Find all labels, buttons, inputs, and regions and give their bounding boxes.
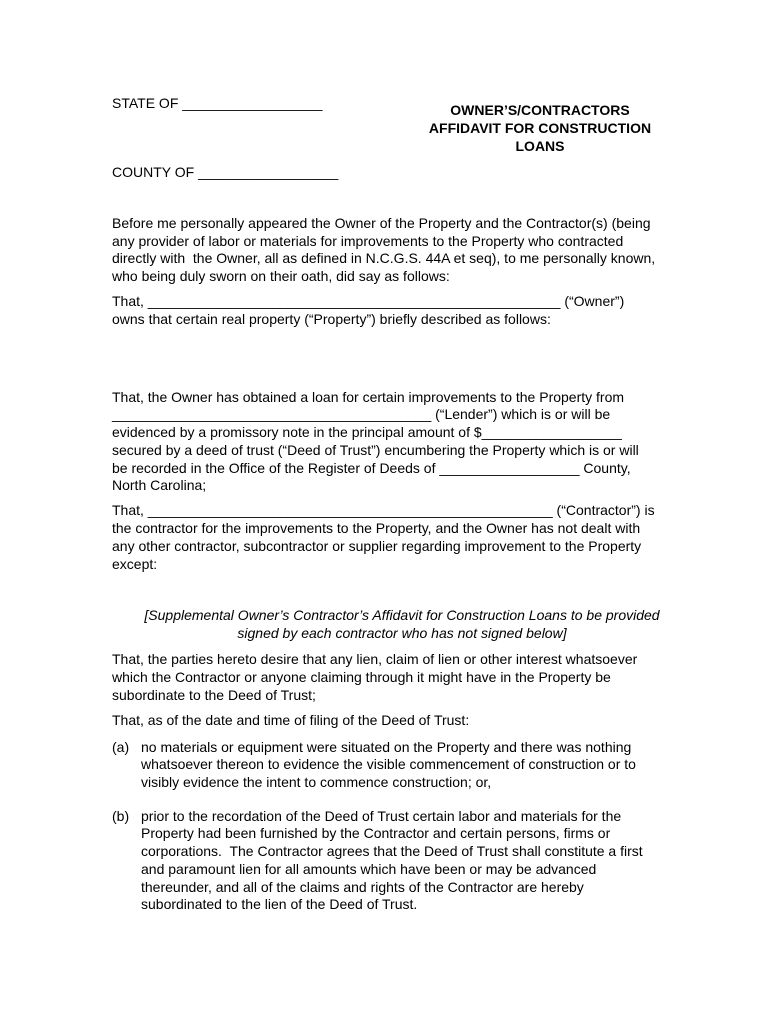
para3-line: secured by a deed of trust (“Deed of Trust”) encumbering the Property which is or will bbox=[112, 442, 639, 458]
item-a-line: visibly evidence the intent to commence construction; or, bbox=[141, 774, 492, 790]
para4-line: That, ____________________________________________________ (“Contractor”) is bbox=[112, 502, 655, 518]
item-a-line: whatsoever thereon to evidence the visible commencement of construction or to bbox=[141, 756, 636, 772]
para3-line: North Carolina; bbox=[112, 477, 207, 493]
para3-line: be recorded in the Office of the Register of Deeds of __________________ County, bbox=[112, 460, 631, 476]
item-b-marker: (b) bbox=[112, 808, 130, 824]
supplemental-note-line: [Supplemental Owner’s Contractor’s Affidavit for Construction Loans to be provided bbox=[144, 607, 660, 623]
state-line: STATE OF __________________ bbox=[112, 95, 323, 111]
para4-line: except: bbox=[112, 556, 158, 572]
para1-line: who being duly sworn on their oath, did say as follows: bbox=[112, 268, 450, 284]
item-b-line: prior to the recordation of the Deed of Trust certain labor and materials for the bbox=[141, 808, 622, 824]
para3-line: evidenced by a promissory note in the principal amount of $__________________ bbox=[112, 424, 622, 440]
item-b-line: Property had been furnished by the Contractor and certain persons, firms or bbox=[141, 825, 611, 841]
para3-line: _________________________________________ (“Lender”) which is or will be bbox=[112, 406, 611, 422]
para1-line: any provider of labor or materials for improvements to the Property who contracted bbox=[112, 233, 624, 249]
para6-line: That, as of the date and time of filing of the Deed of Trust: bbox=[112, 712, 470, 728]
para2-line: owns that certain real property (“Property”) briefly described as follows: bbox=[112, 311, 551, 327]
para4-line: any other contractor, subcontractor or supplier regarding improvement to the Property bbox=[112, 538, 642, 554]
title-line-1: OWNER’S/CONTRACTORS bbox=[450, 102, 630, 118]
para1-line: directly with the Owner, all as defined in N.C.G.S. 44A et seq), to me personally known, bbox=[112, 250, 656, 266]
para4-line: the contractor for the improvements to the Property, and the Owner has not dealt with bbox=[112, 520, 641, 536]
item-b-line: and paramount lien for all amounts which have been or may be advanced bbox=[141, 861, 597, 877]
para3-line: That, the Owner has obtained a loan for certain improvements to the Property from bbox=[112, 389, 625, 405]
item-a-marker: (a) bbox=[112, 739, 130, 755]
para5-line: which the Contractor or anyone claiming through it might have in the Property be bbox=[112, 669, 611, 685]
title-line-2: AFFIDAVIT FOR CONSTRUCTION bbox=[428, 120, 652, 136]
county-line: COUNTY OF __________________ bbox=[112, 164, 339, 180]
title-line-3: LOANS bbox=[515, 138, 565, 154]
para5-line: subordinate to the Deed of Trust; bbox=[112, 687, 316, 703]
para2-line: That, _____________________________________________________ (“Owner”) bbox=[112, 293, 625, 309]
para5-line: That, the parties hereto desire that any lien, claim of lien or other interest whatsoever bbox=[112, 651, 638, 667]
para1-line: Before me personally appeared the Owner of the Property and the Contractor(s) (being bbox=[112, 215, 651, 231]
item-b-line: corporations. The Contractor agrees that the Deed of Trust shall constitute a first bbox=[141, 843, 643, 859]
supplemental-note-line: signed by each contractor who has not signed below] bbox=[237, 625, 567, 641]
item-b-line: subordinated to the lien of the Deed of Trust. bbox=[141, 896, 418, 912]
item-a-line: no materials or equipment were situated on the Property and there was nothing bbox=[141, 739, 632, 755]
item-b-line: thereunder, and all of the claims and rights of the Contractor are hereby bbox=[141, 879, 584, 895]
